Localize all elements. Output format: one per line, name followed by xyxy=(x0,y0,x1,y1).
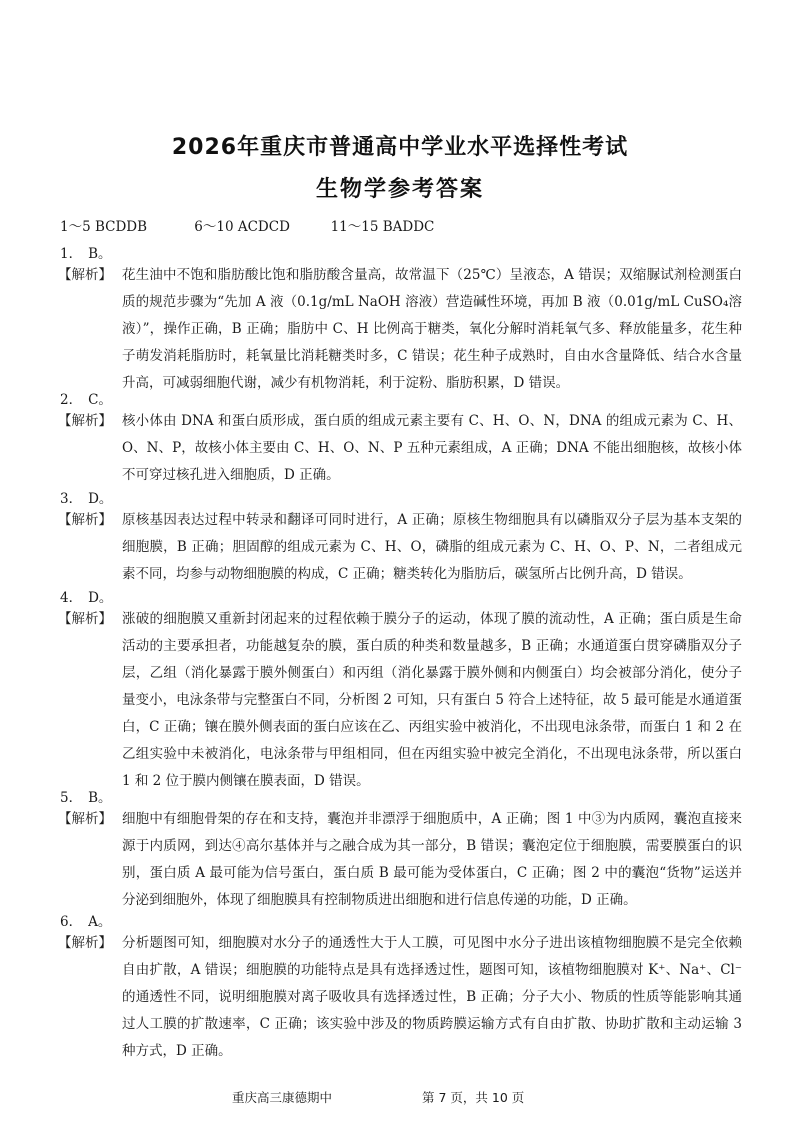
question-number: 4． xyxy=(60,590,83,606)
explanation-3 xyxy=(58,507,742,588)
explanation-tag: 【解析】 xyxy=(58,811,112,827)
question-5 xyxy=(60,786,112,806)
explanation-6 xyxy=(58,930,742,1065)
answer-group-2: 6～10 ACDCD xyxy=(194,219,290,235)
question-number: 6． xyxy=(60,914,83,930)
question-3 xyxy=(60,487,112,507)
question-answer: A。 xyxy=(88,914,112,930)
question-2 xyxy=(60,388,112,408)
question-4 xyxy=(60,586,112,606)
explanation-tag: 【解析】 xyxy=(58,611,112,627)
explanation-text: 原核基因表达过程中转录和翻译可同时进行，A 正确；原核生物细胞具有以磷脂双分子层为基本支架的细胞膜，B 正确；胆固醇的组成元素为 C、H、O，磷脂的组成元素为 C、H、O、P、N，二者组成元素不同，均参与动物细胞膜的构成，C 正确；糖类转化为脂肪后，碳氢所占比例升高，D 错误。 xyxy=(122,512,742,582)
question-answer: B。 xyxy=(88,246,112,262)
explanation-text: 核小体由 DNA 和蛋白质形成，蛋白质的组成元素主要有 C、H、O、N，DNA 的组成元素为 C、H、O、N、P，故核小体主要由 C、H、O、N、P 五种元素组成，A 正确；DNA 不能出细胞核，故核小体不可穿过核孔进入细胞质，D 正确。 xyxy=(122,413,742,483)
answer-group-3: 11～15 BADDC xyxy=(330,219,435,235)
exam-subtitle: 生物学参考答案 xyxy=(315,177,484,202)
question-answer: B。 xyxy=(88,790,112,806)
explanation-text: 花生油中不饱和脂肪酸比饱和脂肪酸含量高，故常温下（25℃）呈液态，A 错误；双缩脲试剂检测蛋白质的规范步骤为“先加 A 液（0.1g/mL NaOH 溶液）营造碱性环境，再加 B 液（0.01g/mL CuSO₄溶液）”，操作正确，B 正确；脂肪中 C、H 比例高于糖类，氧化分解时消耗氧气多、释放能量多，花生种子萌发消耗脂肪时，耗氧量比消耗糖类时多，C 错误；花生种子成熟时，自由水含量降低、结合水含量升高，可减弱细胞代谢，减少有机物消耗，利于淀粉、脂肪积累，D 错误。 xyxy=(122,267,742,391)
question-answer: D。 xyxy=(88,491,113,507)
explanation-text: 涨破的细胞膜又重新封闭起来的过程依赖于膜分子的运动，体现了膜的流动性，A 正确；蛋白质是生命活动的主要承担者，功能越复杂的膜，蛋白质的种类和数量越多，B 正确；水通道蛋白贯穿磷脂双分子层，乙组（消化暴露于膜外侧蛋白）和丙组（消化暴露于膜外侧和内侧蛋白）均会被部分消化，使分子量变小，电泳条带与完整蛋白不同，分析图 2 可知，只有蛋白 5 符合上述特征，故 5 最可能是水通道蛋白，C 正确；镶在膜外侧表面的蛋白应该在乙、丙组实验中被消化，不出现电泳条带，而蛋白 1 和 2 在乙组实验中未被消化，电泳条带与甲组相同，但在丙组实验中被完全消化，不出现电泳条带，所以蛋白 1 和 2 位于膜内侧镶在膜表面，D 错误。 xyxy=(122,611,742,789)
question-answer: C。 xyxy=(88,392,112,408)
explanation-text: 分析题图可知，细胞膜对水分子的通透性大于人工膜，可见图中水分子进出该植物细胞膜不是完全依赖自由扩散，A 错误；细胞膜的功能特点是具有选择透过性，题图可知，该植物细胞膜对 K⁺、Na⁺、Cl⁻的通透性不同，说明细胞膜对离子吸收具有选择透过性，B 正确；分子大小、物质的性质等能影响其通过人工膜的扩散速率，C 正确；该实验中涉及的物质跨膜运输方式有自由扩散、协助扩散和主动运输 3 种方式，D 正确。 xyxy=(122,935,742,1059)
explanation-tag: 【解析】 xyxy=(58,512,112,528)
answer-group-1: 1～5 BCDDB xyxy=(60,219,148,235)
question-1 xyxy=(60,242,112,262)
explanation-tag: 【解析】 xyxy=(58,935,112,951)
footer-page-number: 第 7 页，共 10 页 xyxy=(422,1090,525,1105)
question-6 xyxy=(60,910,111,930)
question-number: 2． xyxy=(60,392,83,408)
question-number: 3． xyxy=(60,491,83,507)
exam-title: 2026年重庆市普通高中学业水平选择性考试 xyxy=(171,135,629,160)
question-number: 1． xyxy=(60,246,83,262)
explanation-tag: 【解析】 xyxy=(58,413,112,429)
answer-key-row xyxy=(60,215,434,235)
explanation-text: 细胞中有细胞骨架的存在和支持，囊泡并非漂浮于细胞质中，A 正确；图 1 中③为内质网，囊泡直接来源于内质网，到达④高尔基体并与之融合成为其一部分，B 错误；囊泡定位于细胞膜，需要膜蛋白的识别，蛋白质 A 最可能为信号蛋白，蛋白质 B 最可能为受体蛋白，C 正确；图 2 中的囊泡“货物”运送并分泌到细胞外，体现了细胞膜具有控制物质进出细胞和进行信息传递的功能，D 正确。 xyxy=(122,811,742,908)
explanation-4 xyxy=(58,606,742,795)
question-number: 5． xyxy=(60,790,83,806)
explanation-5 xyxy=(58,806,742,914)
explanation-1 xyxy=(58,262,742,397)
footer-source: 重庆高三康德期中 xyxy=(232,1090,333,1105)
explanation-tag: 【解析】 xyxy=(58,267,112,283)
explanation-2 xyxy=(58,408,742,489)
question-answer: D。 xyxy=(88,590,113,606)
